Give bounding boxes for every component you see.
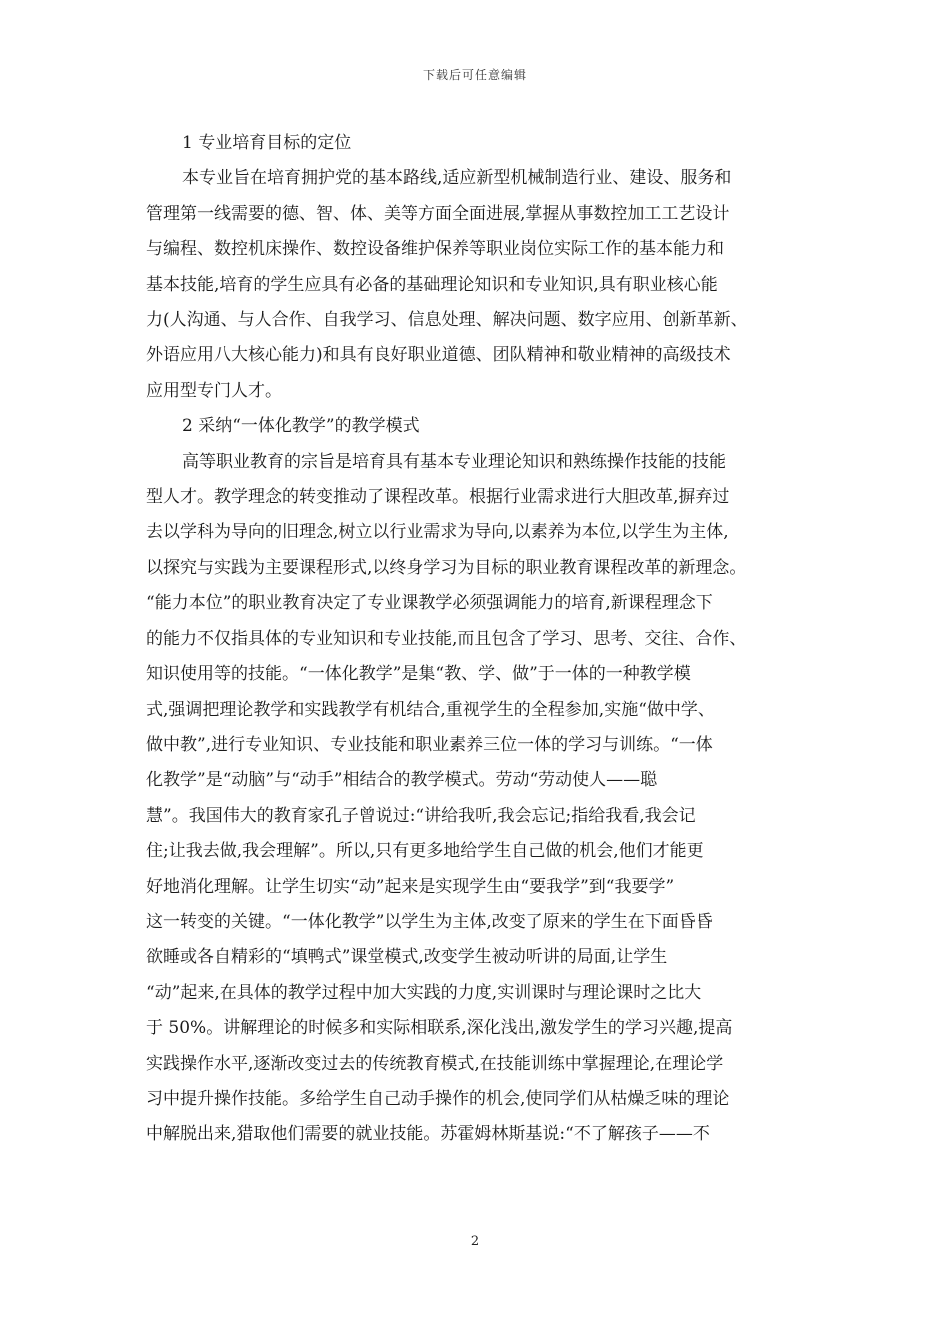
page-number: 2 bbox=[470, 1234, 480, 1249]
paragraph-line: 做中教”,进行专业知识、专业技能和职业素养三位一体的学习与训练。“一体 bbox=[146, 734, 713, 755]
paragraph-line: “动”起来,在具体的教学过程中加大实践的力度,实训课时与理论课时之比大 bbox=[146, 982, 702, 1003]
paragraph-line: 管理第一线需要的德、智、体、美等方面全面进展,掌握从事数控加工工艺设计 bbox=[146, 203, 730, 224]
paragraph-line: 化教学”是“动脑”与“动手”相结合的教学模式。劳动“劳动使人——聪 bbox=[146, 770, 658, 791]
paragraph-line: 中解脱出来,猎取他们需要的就业技能。苏霍姆林斯基说:“不了解孩子——不 bbox=[146, 1124, 710, 1145]
document-body bbox=[146, 126, 808, 1153]
paragraph-line: 的能力不仅指具体的专业知识和专业技能,而且包含了学习、思考、交往、合作、 bbox=[146, 628, 747, 649]
paragraph-line: 应用型专门人才。 bbox=[146, 380, 282, 401]
paragraph-line: 与编程、数控机床操作、数控设备维护保养等职业岗位实际工作的基本能力和 bbox=[146, 239, 724, 260]
paragraph-line: 式,强调把理论教学和实践教学有机结合,重视学生的全程参加,实施“做中学、 bbox=[146, 699, 715, 720]
paragraph bbox=[146, 161, 808, 409]
paragraph-line: 住;让我去做,我会理解”。所以,只有更多地给学生自己做的机会,他们才能更 bbox=[146, 841, 704, 862]
paragraph-line: 去以学科为导向的旧理念,树立以行业需求为导向,以素养为本位,以学生为主体, bbox=[146, 522, 729, 543]
paragraph-line: 高等职业教育的宗旨是培育具有基本专业理论知识和熟练操作技能的技能 bbox=[182, 451, 726, 472]
page-header: 下载后可任意编辑 bbox=[422, 68, 527, 82]
paragraph-line: 型人才。教学理念的转变推动了课程改革。根据行业需求进行大胆改革,摒弃过 bbox=[146, 487, 730, 508]
paragraph-line: 基本技能,培育的学生应具有必备的基础理论知识和专业知识,具有职业核心能 bbox=[146, 274, 718, 295]
paragraph bbox=[146, 445, 808, 1153]
paragraph-line: 慧”。我国伟大的教育家孔子曾说过:“讲给我听,我会忘记;指给我看,我会记 bbox=[146, 805, 696, 826]
section-heading: 1 专业培育目标的定位 bbox=[182, 133, 352, 153]
paragraph-line: 实践操作水平,逐渐改变过去的传统教育模式,在技能训练中掌握理论,在理论学 bbox=[146, 1053, 724, 1074]
paragraph-line: 外语应用八大核心能力)和具有良好职业道德、团队精神和敬业精神的高级技术 bbox=[146, 345, 731, 366]
paragraph-line: 知识使用等的技能。“一体化教学”是集“教、学、做”于一体的一种教学模 bbox=[146, 664, 691, 685]
paragraph-line: 好地消化理解。让学生切实“动”起来是实现学生由“要我学”到“我要学” bbox=[146, 876, 675, 897]
section-heading: 2 采纳“一体化教学”的教学模式 bbox=[182, 416, 420, 437]
paragraph-line: “能力本位”的职业教育决定了专业课教学必须强调能力的培育,新课程理念下 bbox=[146, 593, 713, 614]
paragraph-line: 习中提升操作技能。多给学生自己动手操作的机会,使同学们从枯燥乏味的理论 bbox=[146, 1088, 730, 1109]
paragraph-line: 本专业旨在培育拥护党的基本路线,适应新型机械制造行业、建设、服务和 bbox=[182, 168, 732, 189]
paragraph-line: 于 50%。讲解理论的时候多和实际相联系,深化浅出,激发学生的学习兴趣,提高 bbox=[146, 1018, 733, 1039]
paragraph-line: 欲睡或各自精彩的“填鸭式”课堂模式,改变学生被动听讲的局面,让学生 bbox=[146, 947, 668, 968]
paragraph-line: 以探究与实践为主要课程形式,以终身学习为目标的职业教育课程改革的新理念。 bbox=[146, 557, 747, 578]
paragraph-line: 力(人沟通、与人合作、自我学习、信息处理、解决问题、数字应用、创新革新、 bbox=[146, 310, 748, 331]
paragraph-line: 这一转变的关键。“一体化教学”以学生为主体,改变了原来的学生在下面昏昏 bbox=[146, 911, 713, 932]
